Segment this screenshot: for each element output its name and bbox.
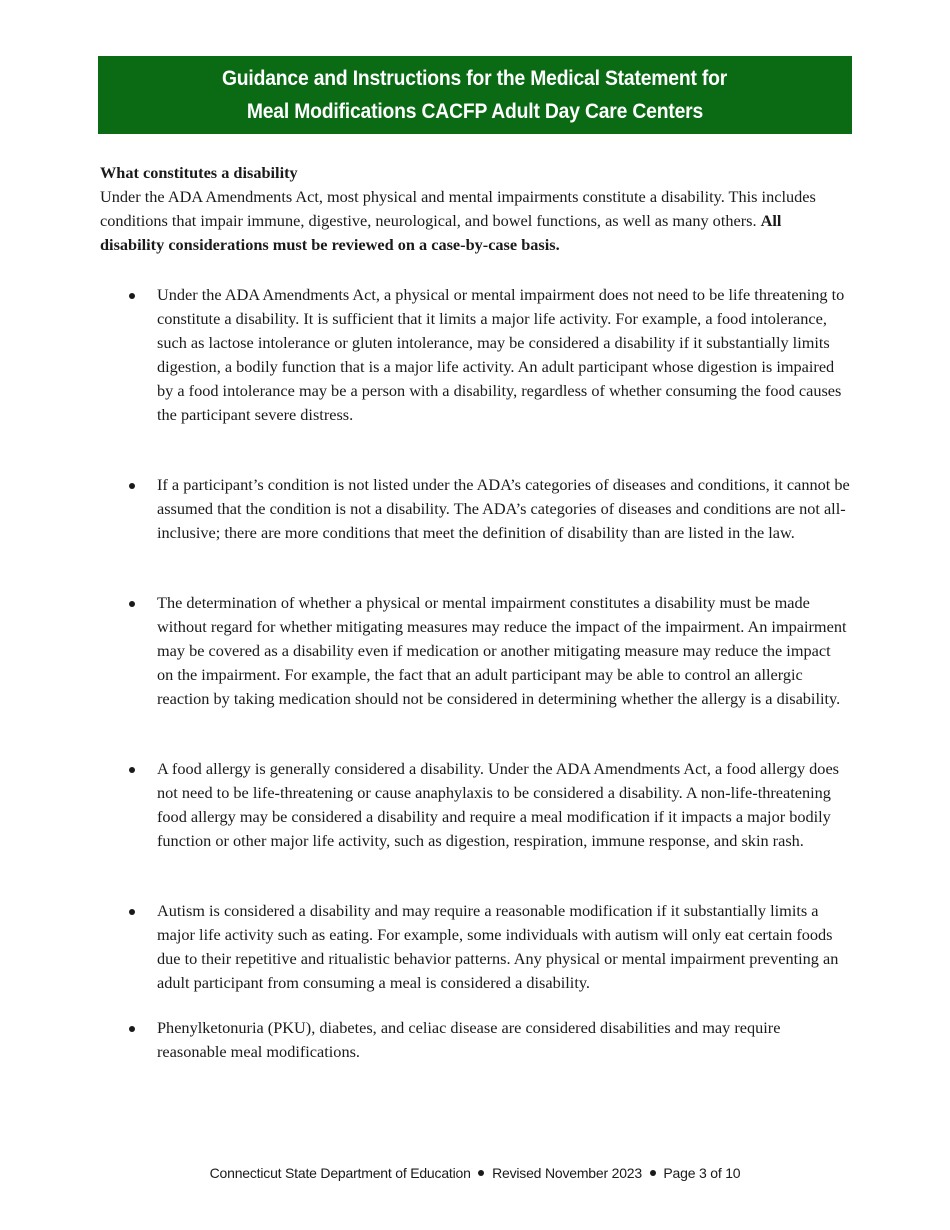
footer-revised-date: Revised November 2023 bbox=[492, 1165, 642, 1181]
bullet-text: Under the ADA Amendments Act, a physical or mental impairment does not need to be life threatening to constitute a disability. It is sufficient that it limits a major life activity. For example, a food intolerance, such as lactose intolerance or gluten intolerance, may be considered a disability if it substantially limits digestion, a bodily function that is a major life activity. An adult participant whose digestion is impaired by a food intolerance may be a person with a disability, regardless of whether consuming the food causes the participant severe distress. bbox=[157, 285, 845, 424]
list-item bbox=[100, 283, 850, 427]
list-item bbox=[100, 1016, 850, 1064]
footer-separator-dot-icon bbox=[478, 1170, 484, 1176]
list-item bbox=[100, 899, 850, 995]
bullet-dot-icon bbox=[129, 483, 135, 489]
bullet-text: Phenylketonuria (PKU), diabetes, and celiac disease are considered disabilities and may require reasonable meal modifications. bbox=[157, 1018, 781, 1061]
bullet-dot-icon bbox=[129, 767, 135, 773]
bullet-dot-icon bbox=[129, 1026, 135, 1032]
page-footer bbox=[0, 1165, 950, 1181]
bullet-text: A food allergy is generally considered a disability. Under the ADA Amendments Act, a food allergy does not need to be life-threatening or cause anaphylaxis to be considered a disability. A non-life-threatening food allergy may be considered a disability and require a meal modification if it impacts a major bodily function or other major life activity, such as digestion, respiration, immune response, and skin rash. bbox=[157, 759, 840, 850]
intro-emphasis: All disability considerations must be reviewed on a case-by-case basis. bbox=[100, 211, 782, 254]
bullet-text: If a participant’s condition is not listed under the ADA’s categories of diseases and conditions, it cannot be assumed that the condition is not a disability. The ADA’s categories of diseases and conditions are not all-inclusive; there are more conditions that meet the definition of disability than are listed in the law. bbox=[157, 475, 850, 542]
bullet-text: The determination of whether a physical or mental impairment constitutes a disability must be made without regard for whether mitigating measures may reduce the impact of the impairment. An impairment may be covered as a disability even if medication or another mitigating measure may reduce the impact on the impairment. For example, the fact that an adult participant may be able to control an allergic reaction by taking medication should not be considered in determining whether the allergy is a disability. bbox=[157, 593, 847, 708]
intro-paragraph bbox=[100, 185, 820, 257]
list-item bbox=[100, 473, 850, 545]
title-banner bbox=[98, 56, 852, 134]
footer-organization: Connecticut State Department of Education bbox=[209, 1165, 471, 1181]
intro-text: Under the ADA Amendments Act, most physical and mental impairments constitute a disability. This includes conditions that impair immune, digestive, neurological, and bowel functions, as well as many others. bbox=[100, 187, 816, 230]
footer-page-number: Page 3 of 10 bbox=[663, 1165, 741, 1181]
bullet-text: Autism is considered a disability and may require a reasonable modification if it substantially limits a major life activity such as eating. For example, some individuals with autism will only eat certain foods due to their repetitive and ritualistic behavior patterns. Any physical or mental impairment preventing an adult participant from consuming a meal is considered a disability. bbox=[157, 901, 839, 992]
bullet-dot-icon bbox=[129, 601, 135, 607]
main-content bbox=[100, 161, 850, 1061]
title-line-1: Guidance and Instructions for the Medical Statement for bbox=[222, 67, 728, 90]
footer-separator-dot-icon bbox=[650, 1170, 656, 1176]
bullet-dot-icon bbox=[129, 293, 135, 299]
list-item bbox=[100, 591, 850, 711]
title-line-2: Meal Modifications CACFP Adult Day Care Centers bbox=[246, 100, 704, 123]
bullet-dot-icon bbox=[129, 909, 135, 915]
list-item bbox=[100, 757, 850, 853]
section-heading: What constitutes a disability bbox=[100, 163, 298, 182]
